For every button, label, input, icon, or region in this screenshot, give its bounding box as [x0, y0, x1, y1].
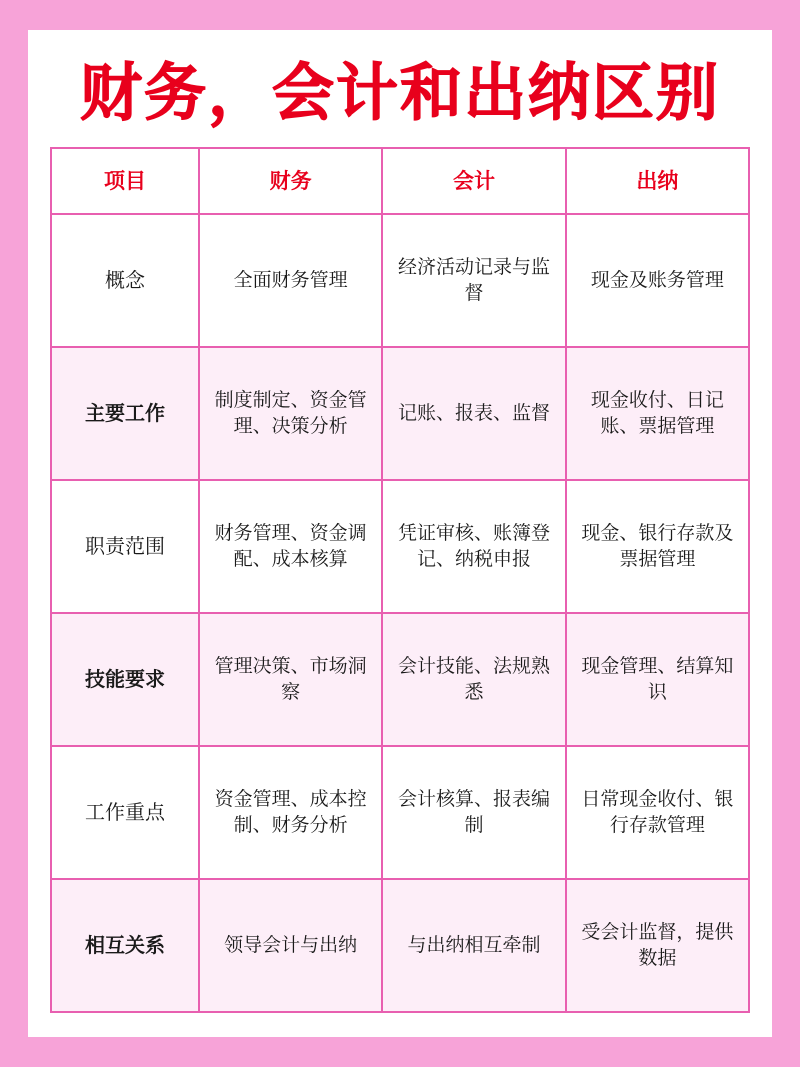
row-cell-cashier: 现金管理、结算知识 — [566, 613, 749, 746]
table-row — [51, 347, 749, 480]
table-row — [51, 480, 749, 613]
table-header-row — [51, 148, 749, 214]
table-row — [51, 879, 749, 1012]
row-cell-accounting: 经济活动记录与监督 — [382, 214, 565, 347]
row-label: 工作重点 — [51, 746, 199, 879]
row-cell-accounting: 与出纳相互牵制 — [382, 879, 565, 1012]
column-header-cashier: 出纳 — [566, 148, 749, 214]
table-row — [51, 746, 749, 879]
row-label: 主要工作 — [51, 347, 199, 480]
row-cell-finance: 管理决策、市场洞察 — [199, 613, 382, 746]
row-cell-finance: 财务管理、资金调配、成本核算 — [199, 480, 382, 613]
row-label: 职责范围 — [51, 480, 199, 613]
column-header-item: 项目 — [51, 148, 199, 214]
row-cell-finance: 资金管理、成本控制、财务分析 — [199, 746, 382, 879]
table-body — [51, 214, 749, 1012]
table-row — [51, 613, 749, 746]
row-label: 相互关系 — [51, 879, 199, 1012]
row-cell-accounting: 会计核算、报表编制 — [382, 746, 565, 879]
page-title: 财务，会计和出纳区别 — [79, 56, 720, 129]
table-header — [51, 148, 749, 214]
row-cell-accounting: 记账、报表、监督 — [382, 347, 565, 480]
row-label: 概念 — [51, 214, 199, 347]
comparison-table — [50, 147, 750, 1013]
row-label: 技能要求 — [51, 613, 199, 746]
row-cell-cashier: 日常现金收付、银行存款管理 — [566, 746, 749, 879]
row-cell-accounting: 凭证审核、账簿登记、纳税申报 — [382, 480, 565, 613]
row-cell-cashier: 现金收付、日记账、票据管理 — [566, 347, 749, 480]
row-cell-cashier: 现金、银行存款及票据管理 — [566, 480, 749, 613]
column-header-finance: 财务 — [199, 148, 382, 214]
row-cell-finance: 领导会计与出纳 — [199, 879, 382, 1012]
row-cell-accounting: 会计技能、法规熟悉 — [382, 613, 565, 746]
row-cell-finance: 制度制定、资金管理、决策分析 — [199, 347, 382, 480]
poster-card — [28, 30, 772, 1037]
table-row — [51, 214, 749, 347]
row-cell-finance: 全面财务管理 — [199, 214, 382, 347]
row-cell-cashier: 现金及账务管理 — [566, 214, 749, 347]
column-header-accounting: 会计 — [382, 148, 565, 214]
row-cell-cashier: 受会计监督，提供数据 — [566, 879, 749, 1012]
